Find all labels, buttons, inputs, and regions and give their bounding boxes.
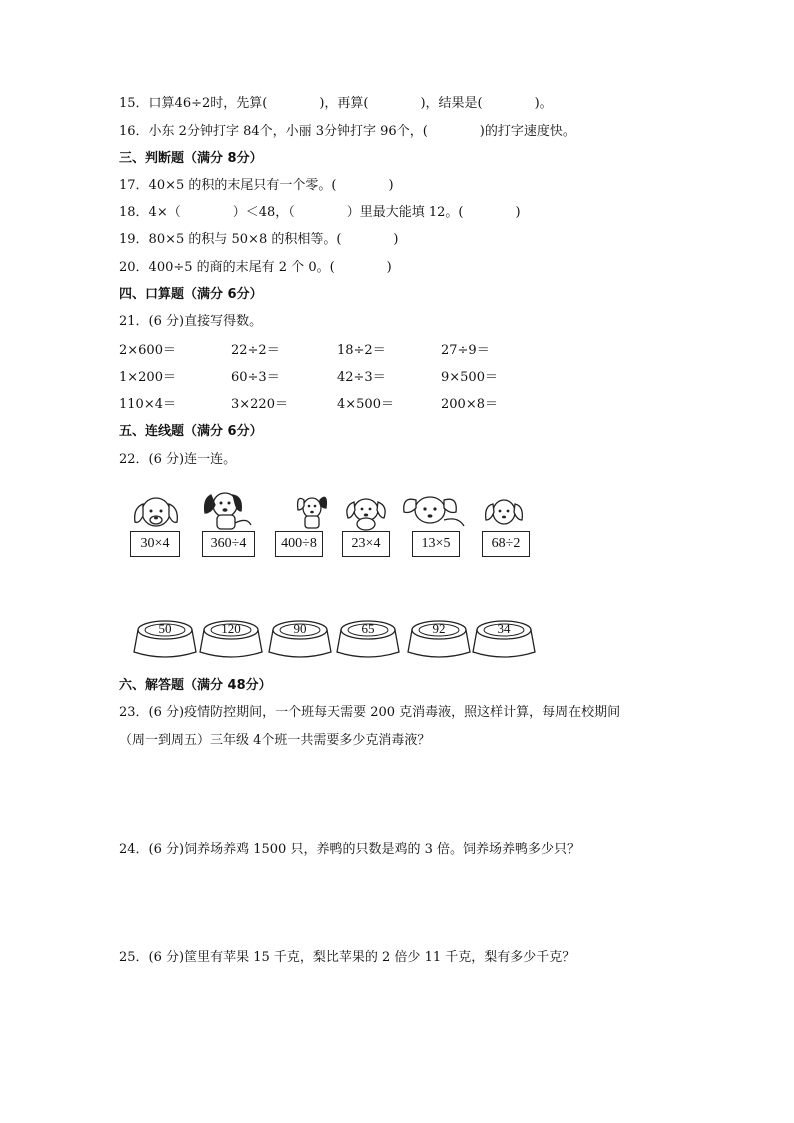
question-25: 25．(6 分)筐里有苹果 15 千克，梨比苹果的 2 倍少 11 千克，梨有多少千克？ xyxy=(119,950,576,965)
bowl[interactable] xyxy=(407,616,471,660)
expression-card[interactable]: 23×4 xyxy=(342,531,390,557)
expression-card[interactable]: 360÷4 xyxy=(202,531,255,557)
bowl-number: 120 xyxy=(221,621,241,636)
calc-item: 22÷2＝ xyxy=(231,343,280,358)
calc-item: 110×4＝ xyxy=(119,397,176,412)
question-19: 19．80×5 的积与 50×8 的积相等。( ) xyxy=(119,232,399,247)
question-20: 20．400÷5 的商的末尾有 2 个 0。( ) xyxy=(119,260,392,275)
section-title-matching: 五、连线题（满分 6分） xyxy=(119,424,263,439)
bowl[interactable] xyxy=(133,616,197,660)
calc-item: 18÷2＝ xyxy=(337,343,386,358)
puppy-icon xyxy=(203,487,255,532)
calc-item: 3×220＝ xyxy=(231,397,288,412)
calc-item: 4×500＝ xyxy=(337,397,394,412)
bowl-number: 34 xyxy=(497,621,511,636)
puppy-icon xyxy=(294,490,330,532)
question-16: 16．小东 2分钟打字 84个，小丽 3分钟打字 96个，( )的打字速度快。 xyxy=(119,124,576,139)
question-17: 17．40×5 的积的末尾只有一个零。( ) xyxy=(119,178,394,193)
expression-card[interactable]: 30×4 xyxy=(130,531,180,557)
question-22: 22．(6 分)连一连。 xyxy=(119,452,237,467)
question-24: 24．(6 分)饲养场养鸡 1500 只，养鸭的只数是鸡的 3 倍。饲养场养鸭多少只？ xyxy=(119,842,580,857)
bowl-number: 92 xyxy=(432,621,446,636)
question-23-line-1: 23．(6 分)疫情防控期间，一个班每天需要 200 克消毒液，照这样计算，每周在校期间 xyxy=(119,705,621,720)
bowl-number: 90 xyxy=(293,621,307,636)
expression-card[interactable]: 68÷2 xyxy=(482,531,530,557)
bowl-number: 65 xyxy=(361,621,375,636)
puppy-icon xyxy=(131,490,181,532)
question-21: 21．(6 分)直接写得数。 xyxy=(119,314,263,329)
calc-item: 200×8＝ xyxy=(441,397,498,412)
bowl[interactable] xyxy=(199,616,263,660)
bowl[interactable] xyxy=(268,616,332,660)
question-15: 15．口算46÷2时，先算( )，再算( )，结果是( )。 xyxy=(119,96,553,111)
puppy-icon xyxy=(400,490,468,532)
bowl[interactable] xyxy=(472,616,536,660)
section-title-word-problems: 六、解答题（满分 48分） xyxy=(119,678,272,693)
bowl-number: 50 xyxy=(158,621,172,636)
section-title-judge: 三、判断题（满分 8分） xyxy=(119,151,263,166)
question-23-line-2: （周一到周五）三年级 4个班一共需要多少克消毒液？ xyxy=(119,733,431,748)
calc-item: 1×200＝ xyxy=(119,370,176,385)
puppy-icon xyxy=(342,492,390,532)
expression-card[interactable]: 400÷8 xyxy=(275,531,323,557)
calc-item: 27÷9＝ xyxy=(441,343,490,358)
section-title-mental-math: 四、口算题（满分 6分） xyxy=(119,287,263,302)
question-18: 18．4×（ ）＜48，（ ）里最大能填 12。( ) xyxy=(119,205,521,220)
calc-item: 2×600＝ xyxy=(119,343,176,358)
calc-item: 60÷3＝ xyxy=(231,370,280,385)
puppy-icon xyxy=(482,492,528,532)
bowl[interactable] xyxy=(336,616,400,660)
expression-card[interactable]: 13×5 xyxy=(412,531,460,557)
calc-item: 9×500＝ xyxy=(441,370,498,385)
calc-item: 42÷3＝ xyxy=(337,370,386,385)
